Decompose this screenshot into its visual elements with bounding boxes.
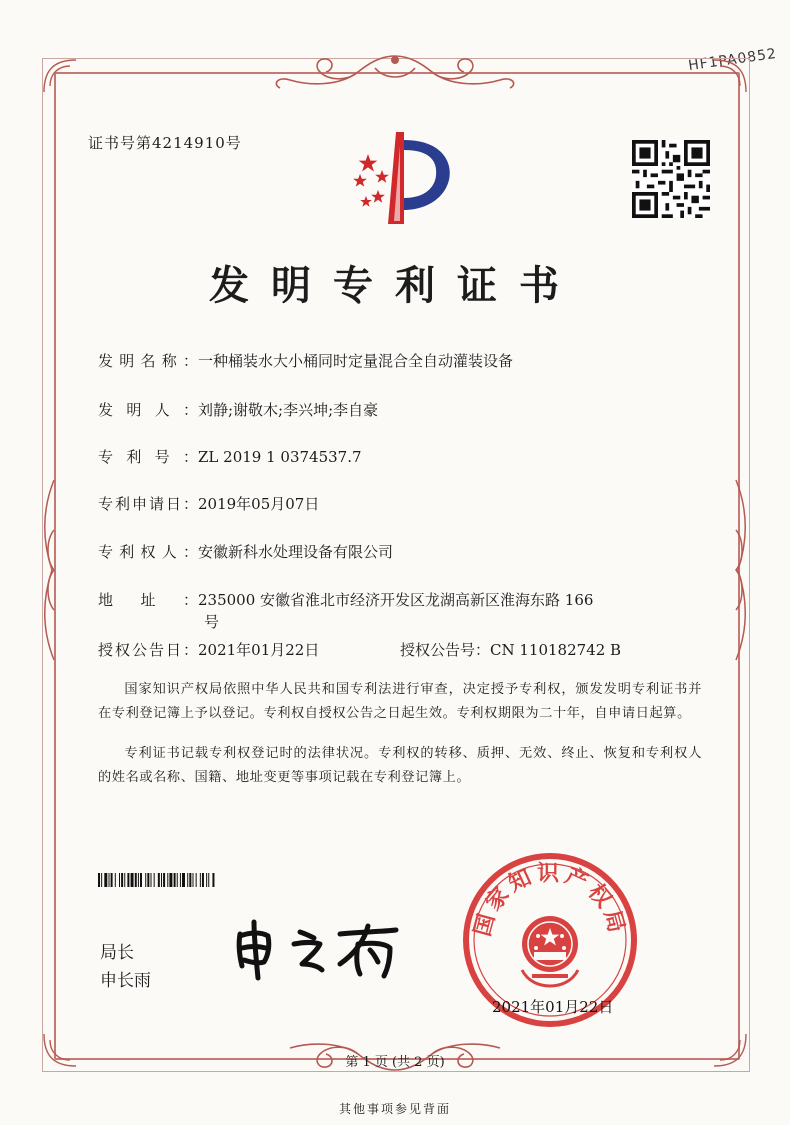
field-patentee — [98, 541, 393, 562]
field-label: 发明人： — [98, 401, 198, 419]
field-label: 授权公告日： — [98, 641, 198, 659]
statement-paragraph-1: 国家知识产权局依照中华人民共和国专利法进行审查，决定授予专利权，颁发发明专利证书并在专利登记簿上予以登记。专利权自授权公告之日起生效。专利权期限为二十年，自申请日起算。 — [98, 682, 702, 721]
barcode-icon — [98, 873, 334, 887]
field-value: ZL 2019 1 0374537.7 — [198, 448, 362, 466]
field-grant-date — [98, 639, 319, 660]
top-ornament-icon — [250, 50, 540, 94]
left-ornament-icon — [38, 470, 64, 670]
director-title: 局长 — [100, 943, 134, 963]
field-label: 专利权人： — [98, 543, 198, 561]
director-signature-icon — [228, 914, 408, 984]
corner-ornament-icon — [710, 56, 750, 96]
qr-code-icon[interactable] — [632, 140, 710, 218]
field-invention-name — [98, 350, 513, 371]
field-address-line2: 号 — [204, 613, 220, 631]
right-ornament-icon — [726, 470, 752, 670]
field-inventors — [98, 399, 378, 420]
statement-paragraph-2: 专利证书记载专利权登记时的法律状况。专利权的转移、质押、无效、终止、恢复和专利权人的姓名或名称、国籍、地址变更等事项记载在专利登记簿上。 — [98, 746, 702, 785]
field-value: 235000 安徽省淮北市经济开发区龙湖高新区淮海东路 166 — [198, 591, 594, 609]
certificate-title: 发明专利证书 — [209, 263, 581, 309]
field-value: 2019年05月07日 — [198, 495, 320, 513]
footer-note: 其他事项参见背面 — [338, 1102, 451, 1116]
seal-text: 国家知识产权局 — [470, 861, 630, 940]
field-label: 授权公告号： — [400, 641, 491, 659]
field-filing-date — [98, 493, 319, 514]
field-label: 专利申请日： — [98, 495, 198, 513]
field-value: 刘静;谢敬木;李兴坤;李自豪 — [198, 401, 379, 419]
field-label: 专利号： — [98, 448, 198, 466]
patent-office-logo-icon — [338, 126, 468, 236]
field-patent-number — [98, 446, 362, 467]
field-value: CN 110182742 B — [490, 641, 622, 659]
field-grant-number — [400, 639, 621, 660]
field-value: 安徽新科水处理设备有限公司 — [198, 543, 394, 561]
field-value: 一种桶装水大小桶同时定量混合全自动灌装设备 — [198, 352, 514, 370]
handwritten-note: HF1PA0852 — [687, 45, 778, 75]
field-value: 2021年01月22日 — [198, 641, 320, 659]
corner-ornament-icon — [40, 56, 80, 96]
field-label: 地址： — [98, 591, 198, 609]
certificate-number: 证书号第4214910号 — [88, 134, 242, 152]
field-label: 发明名称： — [98, 352, 198, 370]
director-name: 申长雨 — [100, 971, 151, 991]
field-address — [98, 589, 593, 610]
page-number: 第 1 页 (共 2 页) — [345, 1055, 445, 1070]
seal-date: 2021年01月22日 — [492, 998, 614, 1016]
